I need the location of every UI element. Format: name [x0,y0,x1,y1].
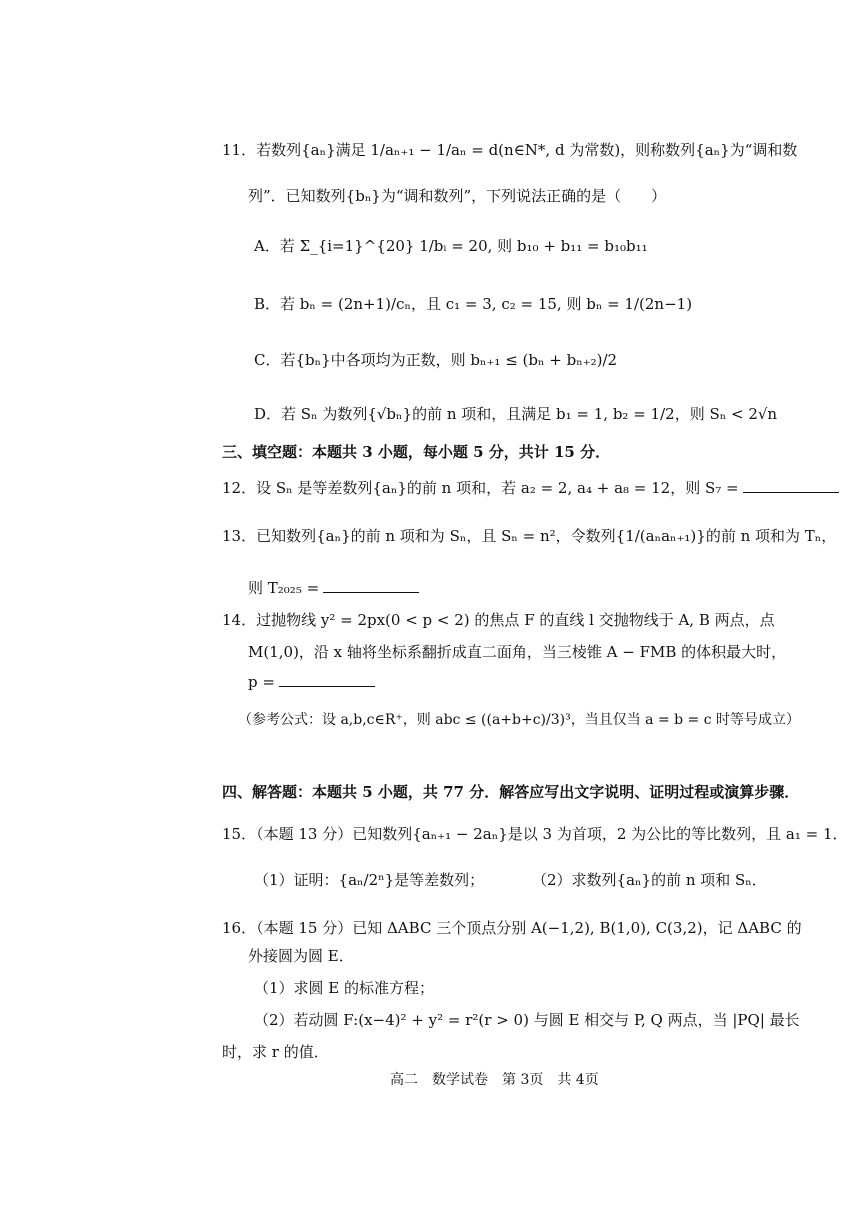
q15-line1: 15．（本题 13 分）已知数列{aₙ₊₁ − 2aₙ}是以 3 为首项，2 为公比的等比数列，且 a₁ = 1． [222,825,848,843]
q16-part1: （1）求圆 E 的标准方程； [254,979,435,997]
q13-answer-blank[interactable] [323,576,419,593]
q15-part1: （1）证明：{aₙ/2ⁿ}是等差数列； [254,871,485,889]
q12-text: 12．设 Sₙ 是等差数列{aₙ}的前 n 项和，若 a₂ = 2, a₄ + a₈ = 12，则 S₇ = [222,479,739,497]
section-3-heading: 三、填空题：本题共 3 小题，每小题 5 分，共计 15 分． [222,443,611,461]
q14-reference-formula: （参考公式：设 a,b,c∈R⁺，则 abc ≤ ((a+b+c)/3)³，当且仅当 a = b = c 时等号成立） [238,712,801,728]
q16-part2: （2）若动圆 F:(x−4)² + y² = r²(r > 0) 与圆 E 相交与 P, Q 两点，当 |PQ| 最长 [254,1011,800,1029]
q11-option-d: D．若 Sₙ 为数列{√bₙ}的前 n 项和，且满足 b₁ = 1, b₂ = 1/2，则 Sₙ < 2√n [254,405,778,423]
q14-line2: M(1,0)，沿 x 轴将坐标系翻折成直二面角，当三棱锥 A − FMB 的体积最大时， [248,643,787,661]
q14-answer-blank[interactable] [279,670,375,687]
q14-line1: 14．过抛物线 y² = 2px(0 < p < 2) 的焦点 F 的直线 l 交抛物线于 A, B 两点，点 [222,611,775,629]
q11-line1 [222,140,797,160]
q14-line3-text: p = [248,673,275,691]
q14-line3 [248,670,375,692]
q13-line2 [248,576,419,598]
q15-part2: （2）求数列{aₙ}的前 n 项和 Sₙ． [532,871,767,889]
q16-line2: 外接圆为圆 E． [248,947,354,965]
q16-part2-continued: 时，求 r 的值． [222,1043,329,1061]
q11-line1-text: 11．若数列{aₙ}满足 1/aₙ₊₁ − 1/aₙ = d(n∈N*, d 为常数)，则称数列{aₙ}为“调和数 [222,141,798,159]
q11-option-b: B．若 bₙ = (2n+1)/cₙ，且 c₁ = 3, c₂ = 15, 则 bₙ = 1/(2n−1) [254,295,693,313]
q11-option-c: C．若{bₙ}中各项均为正数，则 bₙ₊₁ ≤ (bₙ + bₙ₊₂)/2 [254,351,618,369]
q12-answer-blank[interactable] [743,476,839,493]
q12 [222,476,839,498]
page-footer: 高二 数学试卷 第 3页 共 4页 [390,1072,599,1088]
q11-line2: 列”．已知数列{bₙ}为“调和数列”，下列说法正确的是（ ） [248,187,667,205]
section-4-heading: 四、解答题：本题共 5 小题，共 77 分．解答应写出文字说明、证明过程或演算步骤． [222,783,800,801]
q11-option-a: A．若 Σ_{i=1}^{20} 1/bᵢ = 20, 则 b₁₀ + b₁₁ = b₁₀b₁₁ [254,237,648,255]
q13-line2-text: 则 T₂₀₂₅ = [248,579,320,597]
q16-line1: 16．（本题 15 分）已知 ΔABC 三个顶点分别 A(−1,2), B(1,0), C(3,2)，记 ΔABC 的 [222,919,802,937]
q13-line1: 13．已知数列{aₙ}的前 n 项和为 Sₙ，且 Sₙ = n²，令数列{1/(aₙaₙ₊₁)}的前 n 项和为 Tₙ， [222,527,837,545]
